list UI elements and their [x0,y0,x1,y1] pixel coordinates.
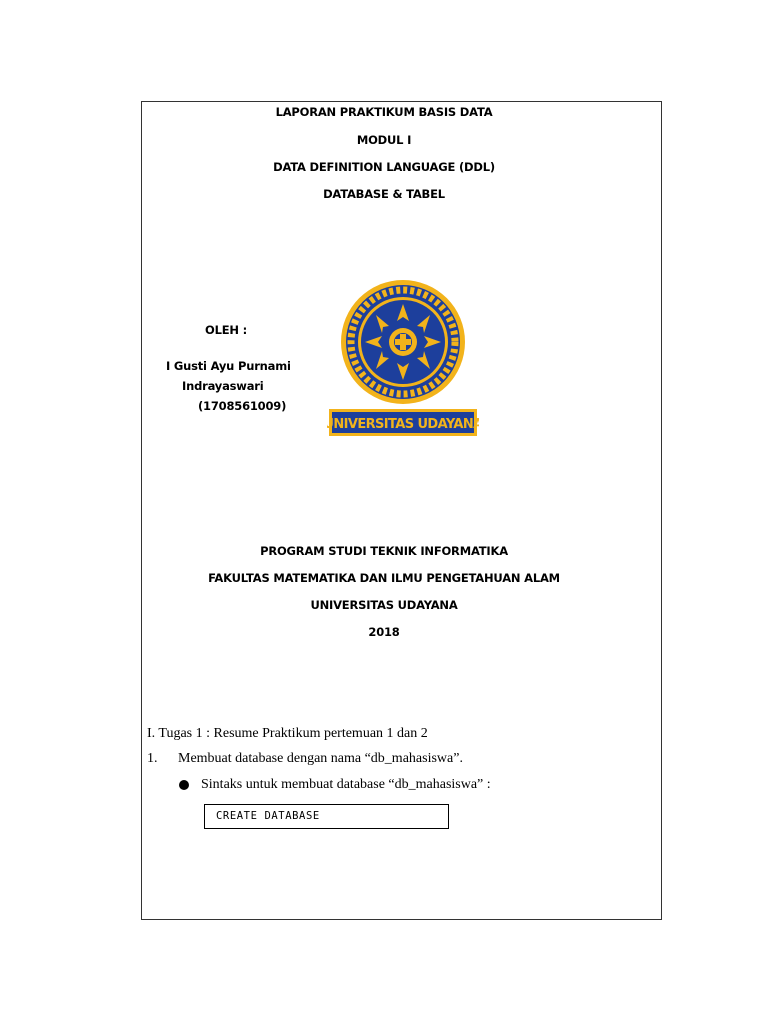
report-year: 2018 [368,625,400,639]
bullet-icon [179,780,189,790]
item-1-number: 1. [147,751,158,766]
bullet-text: Sintaks untuk membuat database “db_mahasiswa” : [201,777,491,792]
item-1-text: Membuat database dengan nama “db_mahasiswa”. [178,751,463,766]
author-name-line2: Indrayaswari [182,379,264,393]
code-box [204,804,449,829]
topic-title: DATA DEFINITION LANGUAGE (DDL) [273,160,495,174]
university-logo [327,279,479,437]
page-border [141,101,662,920]
code-text: CREATE DATABASE [216,810,320,822]
university-seal-icon [327,279,479,437]
program-name: PROGRAM STUDI TEKNIK INFORMATIKA [260,544,508,558]
section-heading: I. Tugas 1 : Resume Praktikum pertemuan 1 dan 2 [147,726,428,741]
oleh-label: OLEH : [205,323,247,337]
university-name: UNIVERSITAS UDAYANA [310,598,458,612]
subtopic-title: DATABASE & TABEL [323,187,445,201]
author-nim: (1708561009) [198,399,287,413]
module-title: MODUL I [356,133,412,147]
author-name-line1: I Gusti Ayu Purnami [166,359,291,373]
svg-text:UNIVERSITAS UDAYANA: UNIVERSITAS UDAYANA [327,417,479,432]
faculty-name: FAKULTAS MATEMATIKA DAN ILMU PENGETAHUAN ALAM [208,571,560,585]
report-title: LAPORAN PRAKTIKUM BASIS DATA [275,105,493,119]
